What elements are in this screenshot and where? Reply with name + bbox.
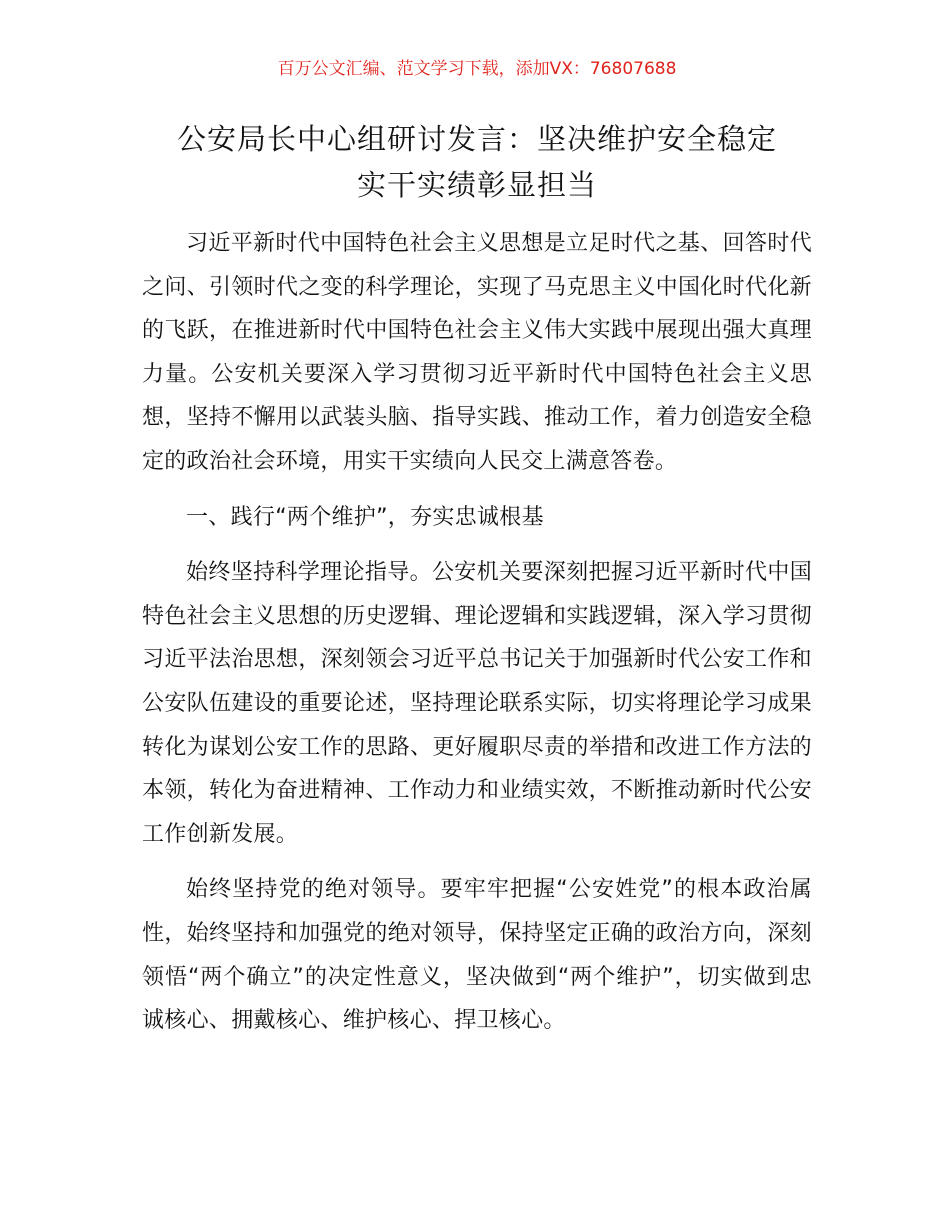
body-paragraph-leadership: 始终坚持党的绝对领导。要牢牢把握“公安姓党”的根本政治属性，始终坚持和加强党的绝对领导，保持坚定正确的政治方向，深刻领悟“两个确立”的决定性意义，坚决做到“两个维护”，切实做到忠诚核心、拥戴核心、维护核心、捍卫核心。 (142, 877, 812, 1034)
intro-paragraph: 习近平新时代中国特色社会主义思想是立足时代之基、回答时代之问、引领时代之变的科学理论，实现了马克思主义中国化时代化新的飞跃，在推进新时代中国特色社会主义伟大实践中展现出强大真理力量。公安机关要深入学习贯彻习近平新时代中国特色社会主义思想，坚持不懈用以武装头脑、指导实践、推动工作，着力创造安全稳定的政治社会环境，用实干实绩向人民交上满意答卷。 (142, 231, 812, 474)
title-line-2: 实干实绩彰显担当 (356, 168, 597, 202)
document-title (142, 116, 812, 208)
body-paragraph-theory: 始终坚持科学理论指导。公安机关要深刻把握习近平新时代中国特色社会主义思想的历史逻辑、理论逻辑和实践逻辑，深入学习贯彻习近平法治思想，深刻领会习近平总书记关于加强新时代公安工作和公安队伍建设的重要论述，坚持理论联系实际，切实将理论学习成果转化为谋划公安工作的思路、更好履职尽责的举措和改进工作方法的本领，转化为奋进精神、工作动力和业绩实效，不断推动新时代公安工作创新发展。 (142, 560, 812, 847)
title-line-1: 公安局长中心组研讨发言：坚决维护安全稳定 (176, 122, 777, 156)
section-heading-1: 一、践行“两个维护”，夯实忠诚根基 (186, 504, 544, 530)
header-promo-note: 百万公文汇编、范文学习下载，添加VX：76807688 (277, 59, 677, 79)
